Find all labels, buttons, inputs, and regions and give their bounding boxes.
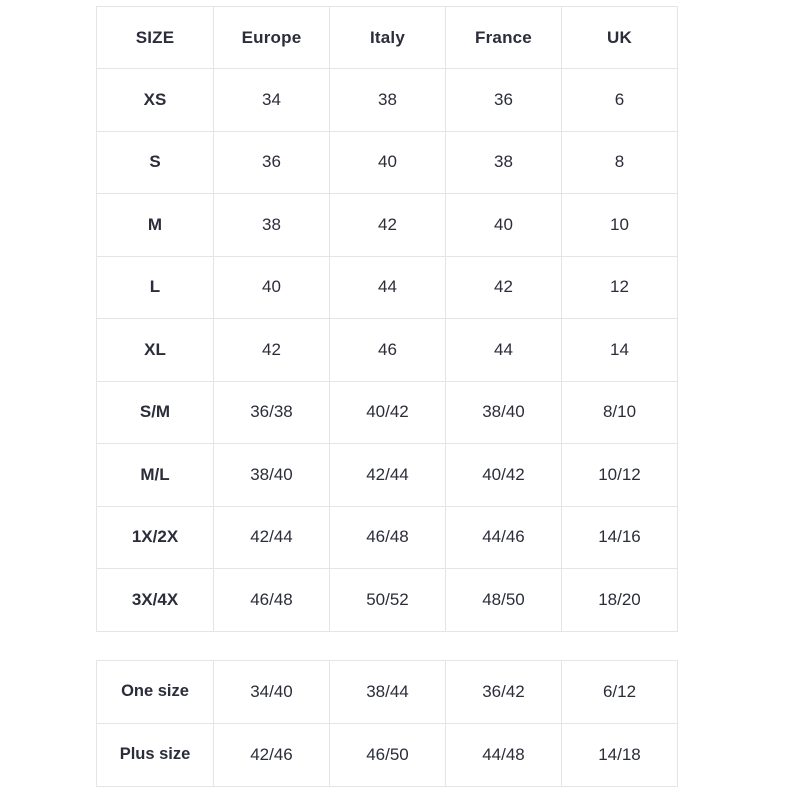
cell-italy: 44 (330, 256, 446, 319)
cell-uk: 18/20 (562, 569, 678, 632)
row-label: M/L (97, 444, 214, 507)
cell-europe: 38 (214, 194, 330, 257)
table-row (97, 444, 678, 507)
row-label: S/M (97, 381, 214, 444)
row-label: XS (97, 69, 214, 132)
cell-europe: 40 (214, 256, 330, 319)
cell-uk: 8 (562, 131, 678, 194)
cell-europe: 36 (214, 131, 330, 194)
table-row (97, 506, 678, 569)
column-header-italy: Italy (330, 7, 446, 69)
cell-europe: 36/38 (214, 381, 330, 444)
row-label: L (97, 256, 214, 319)
table-row (97, 256, 678, 319)
table-row (97, 569, 678, 632)
one-size-conversion-table (96, 660, 678, 787)
column-header-uk: UK (562, 7, 678, 69)
table-row (97, 69, 678, 132)
table-spacer (96, 632, 678, 660)
cell-europe: 46/48 (214, 569, 330, 632)
cell-france: 44/46 (446, 506, 562, 569)
table-row (97, 319, 678, 382)
row-label: 1X/2X (97, 506, 214, 569)
table-row (97, 381, 678, 444)
column-header-size: SIZE (97, 7, 214, 69)
cell-uk: 6/12 (562, 660, 678, 723)
cell-italy: 42 (330, 194, 446, 257)
row-label: 3X/4X (97, 569, 214, 632)
cell-italy: 46/50 (330, 723, 446, 786)
cell-france: 36 (446, 69, 562, 132)
cell-france: 48/50 (446, 569, 562, 632)
row-label: XL (97, 319, 214, 382)
cell-italy: 40 (330, 131, 446, 194)
table-header-row (97, 7, 678, 69)
table-row (97, 723, 678, 786)
cell-france: 36/42 (446, 660, 562, 723)
cell-italy: 38/44 (330, 660, 446, 723)
cell-uk: 12 (562, 256, 678, 319)
column-header-france: France (446, 7, 562, 69)
cell-europe: 42/44 (214, 506, 330, 569)
cell-europe: 38/40 (214, 444, 330, 507)
cell-italy: 38 (330, 69, 446, 132)
cell-europe: 42/46 (214, 723, 330, 786)
cell-italy: 50/52 (330, 569, 446, 632)
row-label: Plus size (97, 723, 214, 786)
cell-uk: 14 (562, 319, 678, 382)
size-chart-tables (96, 6, 678, 787)
cell-uk: 10/12 (562, 444, 678, 507)
cell-italy: 42/44 (330, 444, 446, 507)
row-label: S (97, 131, 214, 194)
cell-italy: 46 (330, 319, 446, 382)
table-row (97, 194, 678, 257)
cell-italy: 40/42 (330, 381, 446, 444)
cell-france: 40/42 (446, 444, 562, 507)
cell-europe: 34 (214, 69, 330, 132)
cell-uk: 6 (562, 69, 678, 132)
size-conversion-table (96, 6, 678, 632)
cell-uk: 10 (562, 194, 678, 257)
cell-france: 38/40 (446, 381, 562, 444)
cell-europe: 42 (214, 319, 330, 382)
cell-europe: 34/40 (214, 660, 330, 723)
cell-uk: 14/18 (562, 723, 678, 786)
table-row (97, 131, 678, 194)
row-label: M (97, 194, 214, 257)
column-header-europe: Europe (214, 7, 330, 69)
cell-france: 44/48 (446, 723, 562, 786)
cell-uk: 14/16 (562, 506, 678, 569)
cell-italy: 46/48 (330, 506, 446, 569)
row-label: One size (97, 660, 214, 723)
cell-france: 38 (446, 131, 562, 194)
cell-france: 40 (446, 194, 562, 257)
cell-uk: 8/10 (562, 381, 678, 444)
cell-france: 42 (446, 256, 562, 319)
cell-france: 44 (446, 319, 562, 382)
table-row (97, 660, 678, 723)
